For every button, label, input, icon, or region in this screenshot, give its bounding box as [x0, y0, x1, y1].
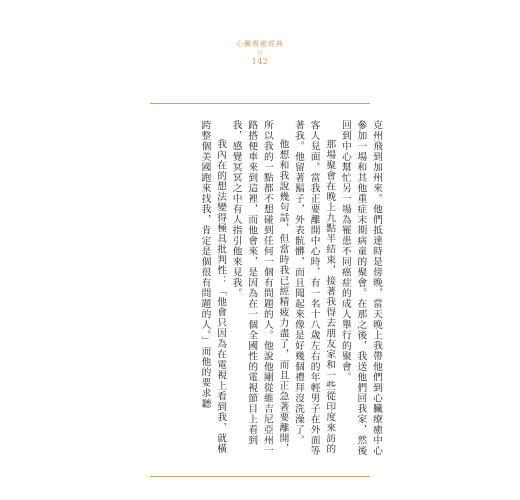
ornament-icon: ◇	[257, 49, 263, 56]
bottom-divider	[150, 476, 370, 477]
paragraph-2: 那場聚會在晚上九點半結束，接著我得去朋友家和一些從印度來訪的客人見面。當我正要離開中心時，有一名十八歲左右的年輕男子在外面等著我。他留著鬍子，外表骯髒，而且聞起來像是好幾個禮拜沒洗澡了。	[293, 120, 336, 456]
paragraph-3: 他想和我說幾句話，但當時我已經精疲力盡了，而且正急著要離開，所以我的一點都不想碰到任何一個有問題的人。他說他剛從維吉尼亞州一路搭便車來到這裡，而他會來，是因為在一個全國性的電視節目上看到我，感覺冥冥之中有人指引他來見我。	[230, 120, 289, 456]
running-head	[0, 40, 520, 67]
paragraph-1: 克州飛到加州來。他們抵達時是傍晚，當天晚上我帶他們到心臟療癒中心參加一場和其他重症末期病童的聚會。在那之後，我送他們回我家，然後回到中心幫忙另一場為罹患不同癌症的成人舉行的聚會。	[339, 120, 382, 456]
vertical-body-text	[134, 120, 384, 462]
page-number: 142	[251, 57, 269, 66]
paragraph-4: 我內在的想法變得極具批判性：「他會只因為在電視上看到我，就橫跨整個美國跑來找我，肯定是個很有問題的人。」而他的要求聽	[199, 120, 227, 455]
top-divider	[150, 103, 370, 104]
book-title: 心臟療癒經典	[236, 40, 284, 48]
